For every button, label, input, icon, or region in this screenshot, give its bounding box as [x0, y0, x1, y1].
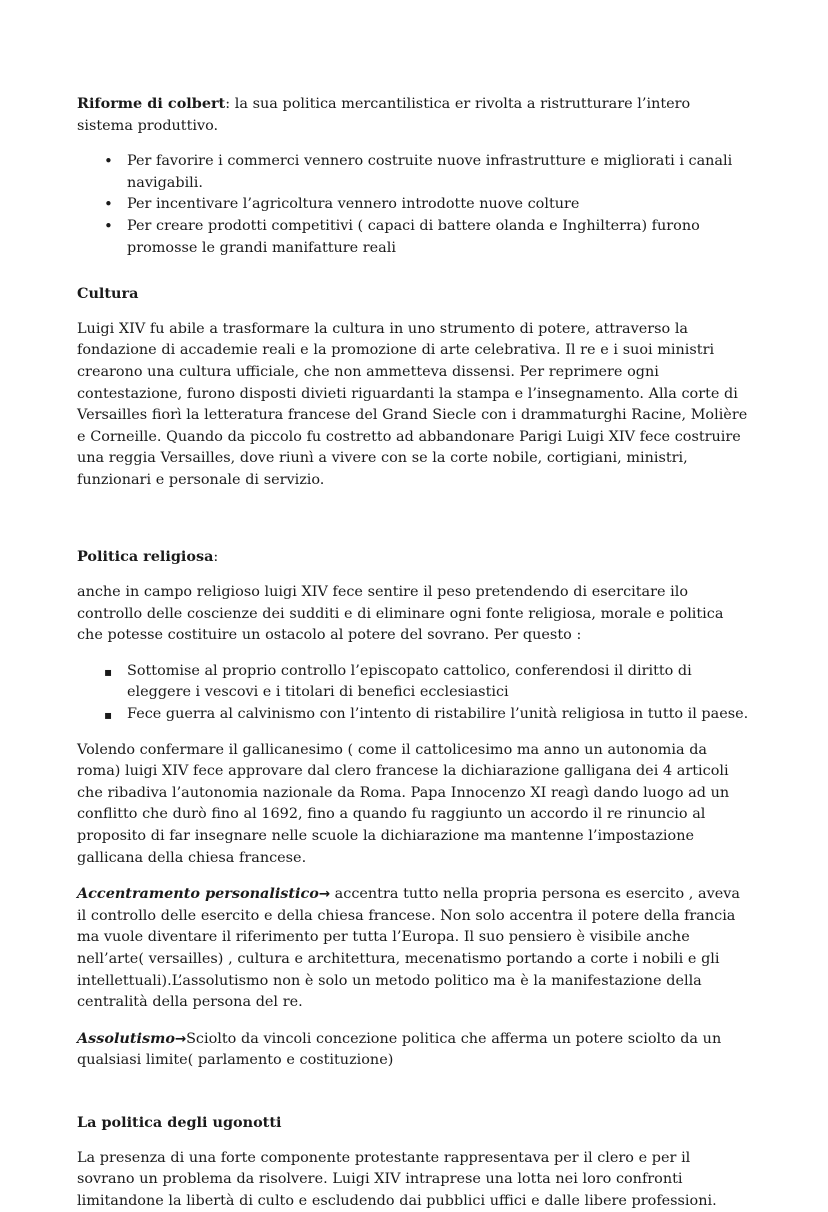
heading-politica-religiosa: [77, 546, 750, 569]
list-item-text: Per creare prodotti competitivi ( capaci di battere olanda e Inghilterra) furono promosse le grandi manifatture reali: [127, 217, 700, 256]
list-item-text: Fece guerra al calvinismo con l’intento di ristabilire l’unità religiosa in tutto il paese.: [127, 706, 749, 723]
section-ugonotti-body: La presenza di una forte componente protestante rappresentava per il clero e per il sovrano un problema da risolvere. Luigi XIV intraprese una lotta nei loro confronti limitandone la libertà di culto e escludendo dai pubblici uffici e dalle libere professioni.: [77, 1149, 717, 1209]
section-cultura-body: Luigi XIV fu abile a trasformare la cultura in uno strumento di potere, attraverso la fondazione di accademie reali e la promozione di arte celebrativa. Il re e i suoi ministri crearono una cultura ufficiale, che non ammetteva dissensi. Per reprimere ogni contestazione, furono disposti divieti riguardanti la stampa e l’insegnamento. Alla corte di Versailles fiorì la letteratura francese del Grand Siecle con i drammaturghi Racine, Molière e Corneille. Quando da piccolo fu costretto ad abbandonare Parigi Luigi XIV fece costruire una reggia Versailles, dove riunì a vivere con se la corte nobile, cortigiani, ministri, funzionari e personale di servizio.: [77, 320, 748, 488]
list-item: [77, 704, 750, 726]
section-politica-religiosa-intro: anche in campo religioso luigi XIV fece sentire il peso pretendendo di esercitare ilo controllo delle coscienze dei sudditi e di eliminare ogni fonte religiosa, morale e politica che potesse costituire un ostacolo al potere del sovrano. Per questo :: [77, 584, 724, 644]
riforme-bullet-list: [77, 151, 750, 259]
accentramento-body: accentra tutto nella propria persona es esercito , aveva il controllo delle esercito e della chiesa francese. Non solo accentra il potere della francia ma vuole diventare il riferimento per tutta l’Europa. Il suo pensiero è visibile anche nell’arte( versailles) , cultura e architettura, mecenatismo portando a corte i nobili e gli intellettuali).L’assolutismo non è solo un metodo politico ma è la manifestazione della centralità della persona del re.: [77, 886, 740, 1011]
document-body: [77, 93, 750, 1212]
list-item-text: Sottomise al proprio controllo l’episcopato cattolico, conferendosi il diritto di eleggere i vescovi e i titolari di benefici ecclesiastici: [127, 662, 692, 701]
riforme-lead-term: Riforme di colbert: [77, 95, 226, 112]
spacer: [77, 1086, 750, 1112]
right-arrow-icon: →: [174, 1030, 187, 1047]
assolutismo-lead-term: Assolutismo: [77, 1029, 175, 1047]
section-riforme-intro: [77, 93, 750, 137]
spacer: [77, 273, 750, 283]
spacer: [77, 506, 750, 546]
heading-cultura: Cultura: [77, 285, 139, 303]
list-item: [77, 194, 750, 216]
list-item-text: Per incentivare l’agricoltura vennero introdotte nuove colture: [127, 196, 580, 213]
list-item: [77, 216, 750, 259]
assolutismo-body: Sciolto da vincoli concezione politica che afferma un potere sciolto da un qualsiasi limite( parlamento e costituzione): [77, 1030, 722, 1069]
list-item: [77, 661, 750, 704]
list-item-text: Per favorire i commerci vennero costruite nuove infrastrutture e migliorati i canali navigabili.: [127, 153, 733, 191]
heading-politica-religiosa-text: Politica religiosa: [77, 547, 214, 565]
politica-religiosa-bullet-list: [77, 661, 750, 726]
heading-ugonotti: La politica degli ugonotti: [77, 1113, 282, 1131]
section-gallicanesimo: Volendo confermare il gallicanesimo ( come il cattolicesimo ma anno un autonomia da roma) luigi XIV fece approvare dal clero francese la dichiarazione galligana dei 4 articoli che ribadiva l’autonomia nazionale da Roma. Papa Innocenzo XI reagì dando luogo ad un conflitto che durò fino al 1692, fino a quando fu raggiunto un accordo il re rinuncio al proposito di far insegnare nelle scuole la dichiarazione ma mantenne l’impostazione gallicana della chiesa francese.: [77, 741, 730, 866]
heading-politica-religiosa-colon: :: [213, 548, 219, 565]
accentramento-lead-term: Accentramento personalistico: [77, 885, 319, 903]
section-accentramento: [77, 883, 750, 1014]
right-arrow-icon: →: [318, 886, 330, 903]
section-assolutismo: [77, 1028, 750, 1072]
list-item: [77, 151, 750, 194]
riforme-lead-rest: : la sua politica mercantilistica er rivolta a ristrutturare l’intero sistema produttivo.: [77, 96, 691, 134]
